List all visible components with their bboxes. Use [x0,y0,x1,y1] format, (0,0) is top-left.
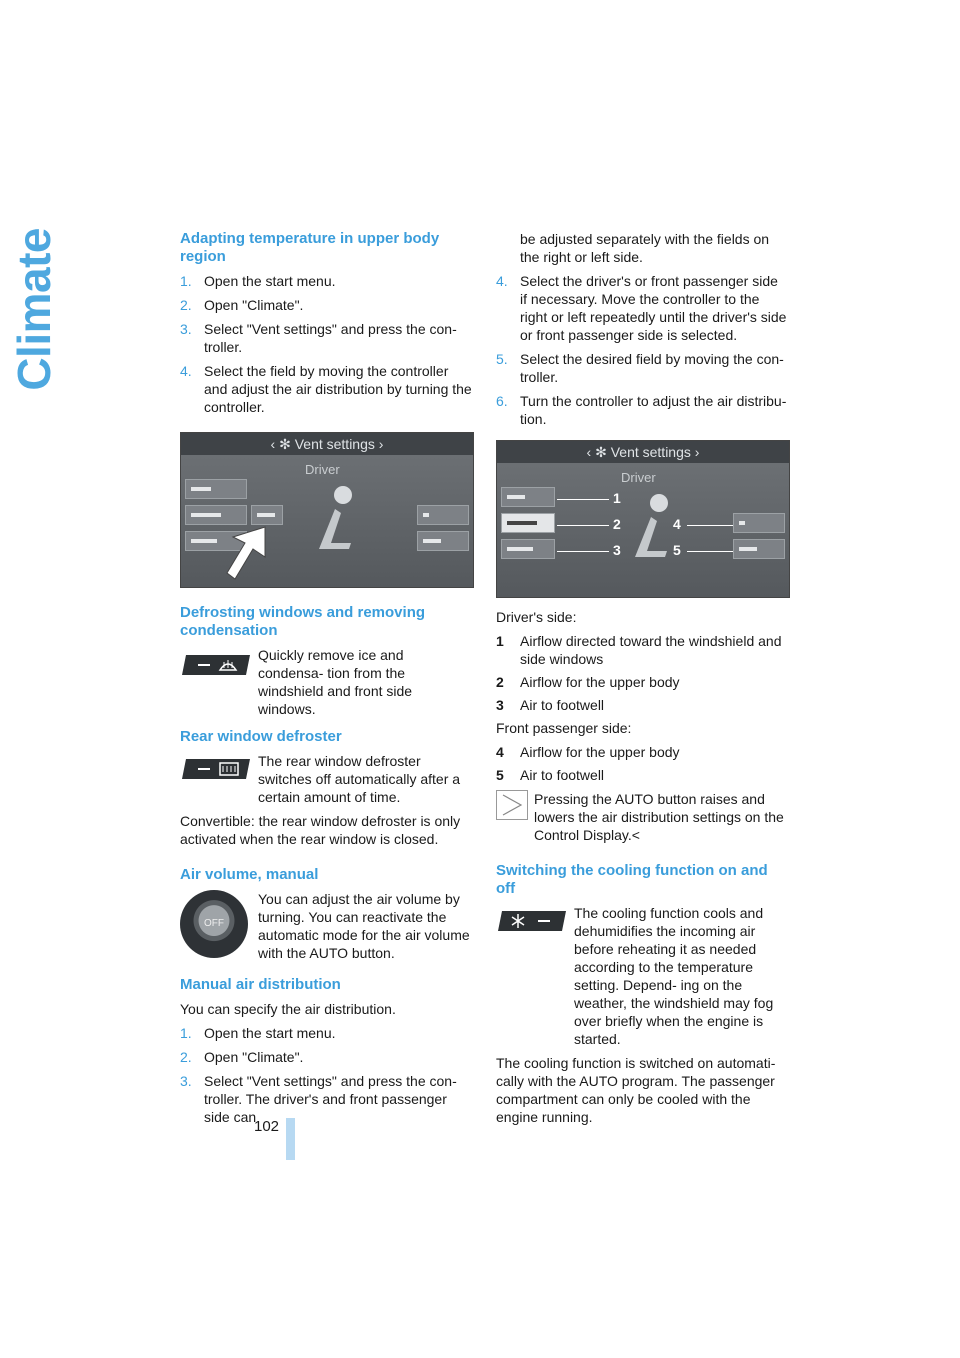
list-item: 1. Open the start menu. [180,1025,336,1041]
left-column [180,230,472,1132]
vent-field [417,505,469,525]
vent-field [417,531,469,551]
air-volume-block [180,890,472,962]
cooling-text: The cooling function cools and dehumidifies the incoming air before reheating it as needed according to the temperature setting. Depend- ing on the weather, the windshield may fog over briefly when the engine is started. [574,905,774,1047]
callout-line [557,499,609,500]
fan-icon: ✻ [595,444,607,460]
vent-field-selected [501,513,555,533]
vent-field [501,487,555,507]
passenger-side-heading: Front passenger side: [496,720,632,736]
callout-line [687,551,733,552]
list-item: 4. Select the driver's or front passenger side if necessary. Move the controller to the right or left repeatedly until the driver's side or front passenger side is selected. [496,273,787,343]
list-item: 6. Turn the controller to adjust the air distribu- tion. [496,393,787,427]
cooling-auto-text: The cooling function is switched on automati- cally with the AUTO program. The passenger compartment can only be cooled with the engine running. [496,1055,776,1125]
screen-header: ‹ ✻ Vent settings › [181,433,473,455]
page-marker [286,1118,295,1160]
rear-defroster-text: The rear window defroster switches off automatically after a certain amount of time. [258,753,461,805]
vent-field [733,513,785,533]
chapter-title: Climate [8,228,60,391]
vent-field [501,539,555,559]
vent-settings-screenshot [180,432,474,588]
vent-field [185,479,247,499]
callout-1: 1 [613,490,621,506]
note-block [496,790,788,844]
knob-label: OFF [204,918,224,929]
list-item: 4 Airflow for the upper body [496,744,680,760]
section-title-air-volume: Air volume, manual [180,866,319,883]
list-item: 3. Select "Vent settings" and press the con- troller. [180,321,457,355]
callout-5: 5 [673,542,681,558]
list-item: 1. Open the start menu. [180,273,336,289]
seat-icon [299,479,369,569]
drivers-side-heading: Driver's side: [496,609,577,625]
manual-distribution-intro: You can specify the air distribution. [180,1001,396,1017]
list-item: 3 Air to footwell [496,697,605,713]
continued-text: be adjusted separately with the fields on the right or left side. [520,231,770,265]
fan-icon: ✻ [279,436,291,452]
list-item: 2 Airflow for the upper body [496,674,680,690]
section-title-cooling: Switching the cooling function on and off [496,862,768,897]
convertible-note: Convertible: the rear window defroster is only activated when the rear window is closed. [180,813,461,847]
screen-driver-label: Driver [305,462,340,477]
section-title-manual-distribution: Manual air distribution [180,976,341,993]
defrost-button-icon [180,652,254,678]
list-item: 3. Select "Vent settings" and press the con- troller. The driver's and front passenger side can [180,1073,457,1125]
callout-line [557,551,609,552]
list-item: 5. Select the desired field by moving the con- troller. [496,351,784,385]
callout-line [687,525,733,526]
arrow-icon [225,523,275,583]
screen-driver-label: Driver [621,470,656,485]
rear-defroster-block [180,752,472,806]
list-item: 5 Air to footwell [496,767,605,783]
list-item: 4. Select the field by moving the controller and adjust the air distribution by turning the controller. [180,363,472,415]
air-volume-knob-icon [180,890,248,958]
vent-field-selected [251,505,283,525]
callout-4: 4 [673,516,681,532]
vent-field [185,505,247,525]
note-text: Pressing the AUTO button raises and lowers the air distribution settings on the Control Display.< [534,791,784,843]
section-title-rear-defroster: Rear window defroster [180,728,342,745]
screen-header: ‹ ✻ Vent settings › [497,441,789,463]
defrost-block [180,646,472,718]
vent-settings-callout-screenshot [496,440,790,598]
list-item: 2. Open "Climate". [180,1049,304,1065]
air-volume-text: You can adjust the air volume by turning. You can reactivate the automatic mode for the air volume with the AUTO button. [258,891,470,961]
callout-2: 2 [613,516,621,532]
note-triangle-icon [496,790,528,820]
page-number: 102 [254,1118,280,1135]
list-item: 1 Airflow directed toward the windshield and side windows [496,633,782,667]
right-column [496,230,788,1132]
callout-3: 3 [613,542,621,558]
defrost-text: Quickly remove ice and condensa- tion from the windshield and front side windows. [258,647,413,717]
list-item: 2. Open "Climate". [180,297,304,313]
rear-defroster-button-icon [180,756,254,782]
chapter-tab [10,228,60,448]
section-title-upper-body: Adapting temperature in upper body region [180,230,440,265]
vent-field [733,539,785,559]
section-title-defrost: Defrosting windows and removing condensation [180,604,426,639]
cooling-button-icon [496,908,570,934]
callout-line [557,525,609,526]
cooling-block [496,904,788,1048]
